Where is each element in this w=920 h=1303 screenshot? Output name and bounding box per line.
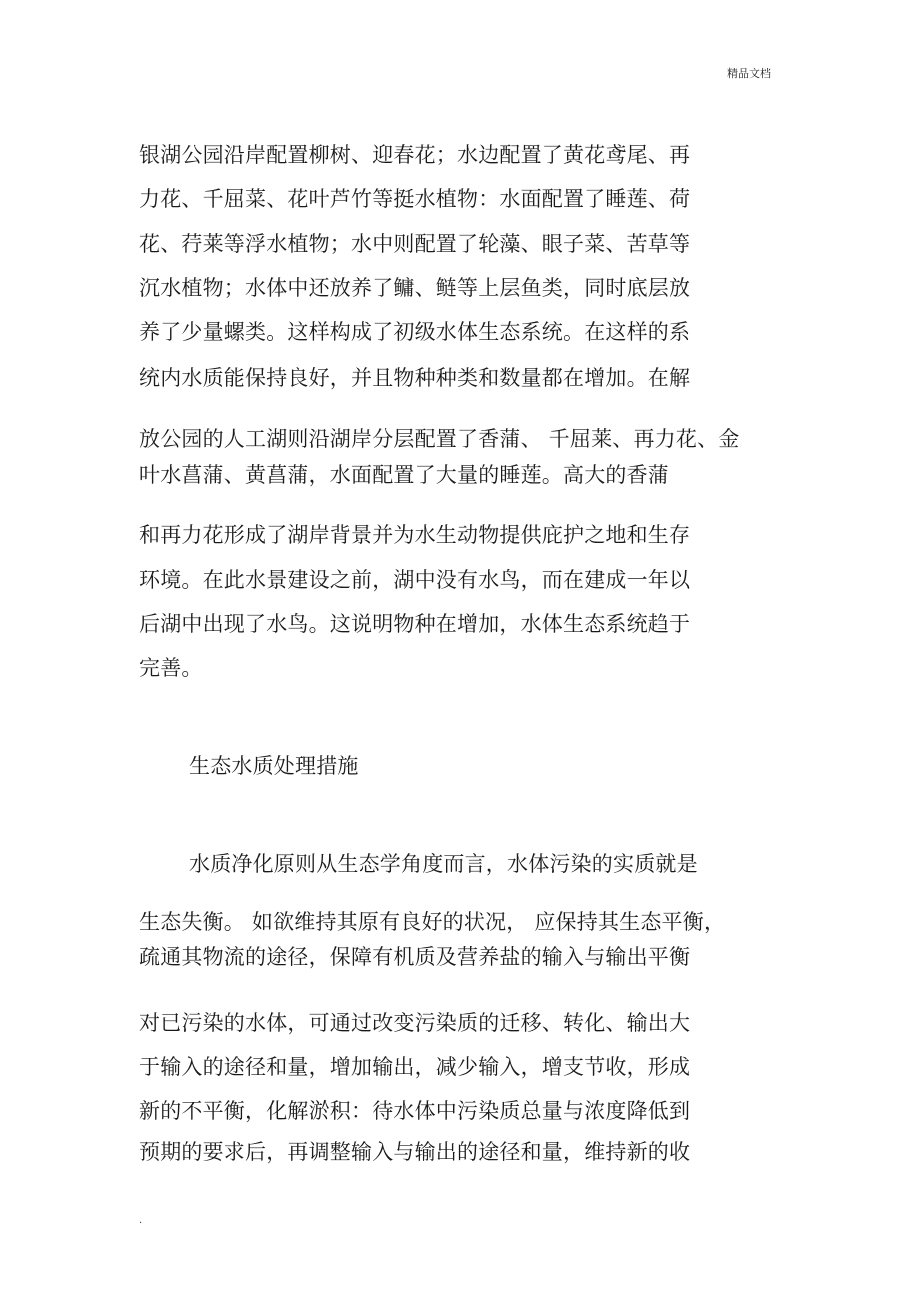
text-line: 环境。在此水景建设之前，湖中没有水鸟，而在建成一年以 [139, 568, 691, 592]
text-line: 和再力花形成了湖岸背景并为水生动物提供庇护之地和生存 [139, 523, 691, 547]
text-line: 疏通其物流的途径，保障有机质及营养盐的输入与输出平衡 [139, 945, 691, 969]
text-line: 银湖公园沿岸配置柳树、迎春花；水边配置了黄花鸢尾、再 [139, 143, 691, 167]
text-line: 叶水菖蒲、黄菖蒲，水面配置了大量的睡莲。高大的香蒲 [139, 463, 669, 487]
text-line: 沉水植物；水体中还放养了鳙、鲢等上层鱼类，同时底层放 [139, 276, 691, 300]
text-line: 花、荇莱等浮水植物；水中则配置了轮藻、眼子菜、苦草等 [139, 232, 691, 256]
text-line: 于输入的途径和量，增加输出，减少输入，增支节收，形成 [139, 1055, 691, 1079]
text-line: 预期的要求后，再调整输入与输出的途径和量，维持新的收 [139, 1140, 691, 1164]
text-line: 对已污染的水体，可通过改变污染质的迁移、转化、输出大 [139, 1011, 691, 1035]
text-line: 完善。 [139, 656, 203, 680]
text-line: 生态失衡。 如欲维持其原有良好的状况， 应保持其生态平衡， [139, 910, 726, 934]
text-line: 养了少量螺类。这样构成了初级水体生态系统。在这样的系 [139, 320, 691, 344]
footer-mark: . [139, 1215, 143, 1226]
header-label: 精品文档 [727, 67, 771, 80]
text-line: 力花、千屈菜、花叶芦竹等挺水植物：水面配置了睡莲、荷 [139, 187, 691, 211]
text-line: 水质净化原则从生态学角度而言，水体污染的实质就是 [189, 852, 698, 876]
text-line: 统内水质能保持良好，并且物种种类和数量都在增加。在解 [139, 366, 691, 390]
text-line: 放公园的人工湖则沿湖岸分层配置了香蒲、 千屈莱、再力花、金 [139, 427, 740, 451]
section-heading: 生态水质处理措施 [189, 754, 359, 778]
text-line: 后湖中出现了水鸟。这说明物种在增加，水体生态系统趋于 [139, 612, 691, 636]
text-line: 新的不平衡，化解淤积：待水体中污染质总量与浓度降低到 [139, 1099, 691, 1123]
